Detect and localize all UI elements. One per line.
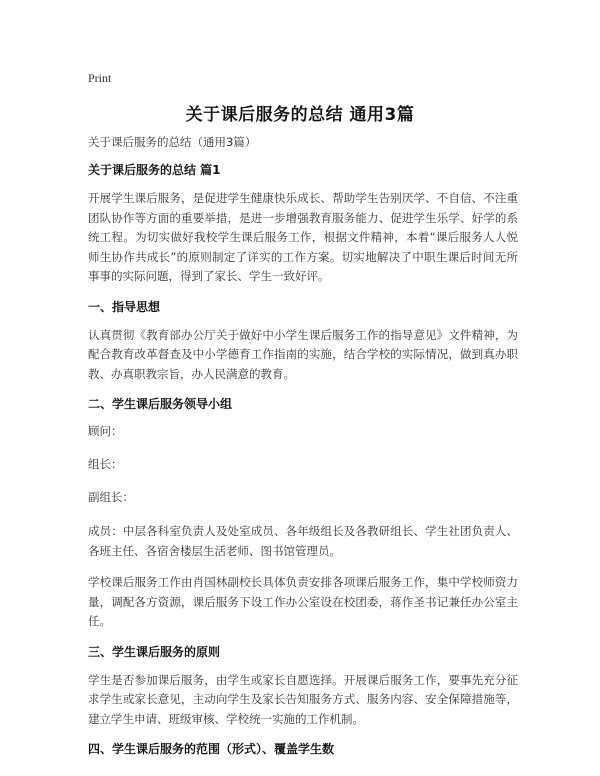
leader-line: 组长： [88, 457, 123, 471]
intro-paragraph: 开展学生课后服务，是促进学生健康快乐成长、帮助学生告别厌学、不自信、不注重团队协作等方面的重要举措，是进一步增强教育服务能力、促进学生乐学、好学的系统工程。为切实做好我校学生课后服务工作，根据文件精神，本着“课后服务人人悦师生协作共成长”的原则制定了详实的工作方案。切实地解决了中职生课后时间无所事事的实际问题，得到了家长、学生一致好评。 [88, 191, 518, 283]
section-heading-1: 关于课后服务的总结 篇1 [88, 163, 221, 177]
paragraph-office: 学校课后服务工作由肖国林副校长具体负责安排各项课后服务工作，集中学校师资力量，调配各方资源，课后服务下设工作办公室设在校团委，蒋作圣书记兼任办公室主任。 [88, 575, 518, 628]
paragraph-guiding-ideology: 认真贯彻《教育部办公厅关于做好中小学生课后服务工作的指导意见》文件精神，为配合教育改革督查及中小学德育工作指南的实施，结合学校的实际情况，做到真办职教、办真职教宗旨，办人民满意的教育。 [88, 327, 518, 381]
heading-scope: 四、学生课后服务的范围（形式）、覆盖学生数 [88, 742, 335, 756]
paragraph-principles: 学生是否参加课后服务，由学生或家长自愿选择。开展课后服务工作，要事先充分征求学生或家长意见，主动向学生及家长告知服务方式、服务内容、安全保障措施等，建立学生申请、班级审核、学校统一实施的工作机制。 [88, 672, 518, 726]
heading-principles: 三、学生课后服务的原则 [88, 644, 221, 659]
advisor-line: 顾问： [88, 424, 123, 438]
heading-guiding-ideology: 一、指导思想 [88, 299, 161, 314]
members-paragraph: 成员：中层各科室负责人及处室成员、各年级组长及各教研组长、学生社团负责人、各班主任、各宿舍楼层生活老师、图书馆管理员。 [88, 524, 518, 558]
vice-leader-line: 副组长： [88, 490, 134, 504]
heading-leadership-group: 二、学生课后服务领导小组 [88, 397, 233, 411]
document-title: 关于课后服务的总结 通用3篇 [185, 105, 415, 125]
document-body [88, 134, 518, 768]
document-subtitle: 关于课后服务的总结（通用3篇） [88, 135, 257, 149]
print-label[interactable]: Print [88, 71, 112, 85]
